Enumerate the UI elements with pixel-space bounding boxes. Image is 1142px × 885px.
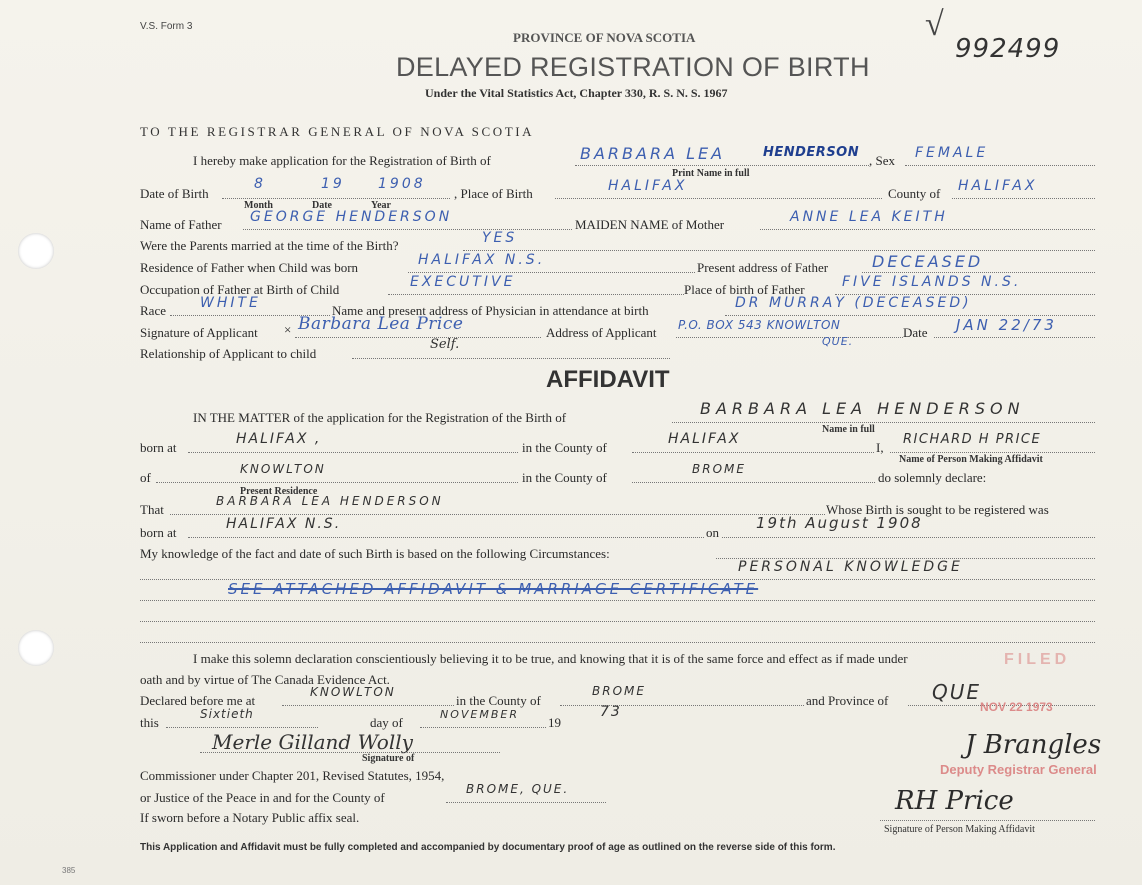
dob-day: 19 [321, 176, 345, 192]
dotline [905, 165, 1095, 166]
on-label: on [706, 525, 719, 540]
applicant-signature: Barbara Lea Price [298, 314, 464, 334]
province-value: QUE [932, 680, 982, 704]
i-label: I, [876, 440, 884, 455]
residence-label: Residence of Father when Child was born [140, 260, 359, 275]
in-county-label: in the County of [522, 440, 607, 455]
dotline [760, 229, 1095, 230]
addressee: TO THE REGISTRAR GENERAL OF NOVA SCOTIA [140, 124, 535, 139]
place-of-birth-value: HALIFAX [608, 178, 688, 194]
dotline [722, 537, 1095, 538]
dotline [188, 452, 518, 453]
occupation-label: Occupation of Father at Birth of Child [140, 282, 340, 297]
dotline [420, 727, 546, 728]
in-county2-label: in the County of [456, 693, 541, 708]
dotline [934, 337, 1095, 338]
notary-text: If sworn before a Notary Public affix seal. [140, 810, 360, 825]
filed-stamp: FILED [1004, 651, 1071, 668]
dotline [446, 802, 606, 803]
date-label: Date [903, 325, 928, 340]
dotline [632, 482, 875, 483]
physician-value: DR MURRAY (DECEASED) [735, 295, 972, 311]
born-at2-value: HALIFAX N.S. [226, 516, 342, 532]
race-value: WHITE [200, 295, 261, 311]
county-value-aff: HALIFAX [668, 431, 741, 447]
applicant-address-line2: QUE. [822, 335, 854, 348]
stamp-date: NOV 22 1973 [980, 700, 1053, 714]
deponent-hint: Name of Person Making Affidavit [899, 454, 1043, 465]
form-number: V.S. Form 3 [140, 21, 193, 32]
that-value: BARBARA LEA HENDERSON [216, 494, 444, 508]
dob-label: Date of Birth [140, 186, 209, 201]
footer-note: This Application and Affidavit must be fully completed and accompanied by documentary proof of age as outlined on the reverse side of this form. [140, 842, 836, 853]
physician-label: Name and present address of Physician in attendance at birth [332, 303, 649, 318]
date-caption: Date [312, 200, 332, 211]
solemnly-label: do solemnly declare: [878, 470, 987, 485]
dotline [890, 452, 1095, 453]
dotline [222, 198, 450, 199]
occupation-value: EXECUTIVE [410, 274, 516, 290]
county-value: HALIFAX [958, 178, 1038, 194]
dotline [862, 272, 1095, 273]
deponent-value: RICHARD H PRICE [903, 432, 1042, 447]
signature-x: × [284, 322, 292, 337]
child-name-first: BARBARA LEA [580, 144, 726, 163]
signature-caption: Signature of [362, 753, 415, 764]
dotline [672, 422, 1095, 423]
affidavit-heading: AFFIDAVIT [546, 366, 670, 393]
on-value: 19th August 1908 [756, 514, 923, 532]
place-of-birth-label: , Place of Birth [454, 186, 533, 201]
circumstance-2: SEE ATTACHED AFFIDAVIT & MARRIAGE CERTIFICATE [228, 580, 759, 598]
dotline [575, 165, 869, 166]
applicant-address-label: Address of Applicant [546, 325, 657, 340]
residence-value: HALIFAX N.S. [418, 252, 546, 268]
dotline [140, 642, 1095, 643]
present-address-label: Present address of Father [697, 260, 829, 275]
dotline [463, 250, 1095, 251]
declared-label: Declared before me at [140, 693, 256, 708]
registrar-title: Deputy Registrar General [940, 762, 1097, 777]
year-caption: Year [371, 200, 391, 211]
punch-hole-top [18, 233, 54, 269]
signature-label: Signature of Applicant [140, 325, 258, 340]
born-at2-label: born at [140, 525, 177, 540]
declared-value: KNOWLTON [310, 685, 396, 699]
matter-value: BARBARA LEA HENDERSON [700, 399, 1025, 418]
dotline [243, 229, 572, 230]
dotline [555, 198, 882, 199]
dotline [170, 514, 825, 515]
form-subtitle: Under the Vital Statistics Act, Chapter 330, R. S. N. S. 1967 [425, 86, 728, 100]
dotline [560, 705, 804, 706]
dob-month: 8 [254, 176, 266, 192]
dotline [632, 452, 874, 453]
of-label: of [140, 470, 151, 485]
circumstance-1: PERSONAL KNOWLEDGE [738, 559, 963, 575]
married-value: YES [482, 230, 518, 246]
relationship-value: Self. [430, 337, 460, 352]
form-title: DELAYED REGISTRATION OF BIRTH [396, 52, 870, 82]
month-value: NOVEMBER [440, 708, 519, 721]
race-label: Race [140, 303, 166, 318]
dotline [140, 621, 1095, 622]
sex-label: , Sex [869, 153, 895, 168]
check-mark: √ [925, 6, 944, 43]
in-county-label-2: in the County of [522, 470, 607, 485]
dotline [388, 294, 684, 295]
relationship-label: Relationship of Applicant to child [140, 346, 317, 361]
province-label: and Province of [806, 693, 889, 708]
commissioner-text: Commissioner under Chapter 201, Revised Statutes, 1954, [140, 768, 445, 783]
registration-number: 992499 [955, 34, 1061, 64]
dotline [352, 358, 670, 359]
dotline [408, 272, 695, 273]
present-residence-hint: Present Residence [240, 486, 318, 497]
dotline [880, 820, 1095, 821]
justice-label: or Justice of the Peace in and for the County of [140, 790, 385, 805]
father-value: GEORGE HENDERSON [250, 209, 453, 225]
year-prefix: 19 [548, 715, 561, 730]
registrar-signature: J Brangles [965, 730, 1102, 760]
deponent-signature: RH Price [895, 786, 1014, 816]
day-of-label: day of [370, 715, 403, 730]
mother-value: ANNE LEA KEITH [790, 209, 948, 225]
province-heading: PROVINCE OF NOVA SCOTIA [513, 30, 696, 45]
print-name-hint: Print Name in full [672, 168, 750, 179]
dob-year: 1908 [378, 176, 426, 192]
father-birthplace-label: Place of birth of Father [684, 282, 805, 297]
married-label: Were the Parents married at the time of the Birth? [140, 238, 399, 253]
dotline [188, 537, 704, 538]
year-value: 73 [600, 704, 622, 720]
dotline [200, 752, 500, 753]
dotline [952, 198, 1095, 199]
declaration-line2: oath and by virtue of The Canada Evidence Act. [140, 672, 390, 687]
knowledge-label: My knowledge of the fact and date of such Birth is based on the following Circumstances: [140, 546, 610, 561]
this-label: this [140, 715, 159, 730]
that-label: That [140, 502, 164, 517]
dotline [295, 337, 541, 338]
dotline [166, 727, 318, 728]
matter-label: IN THE MATTER of the application for the Registration of the Birth of [193, 410, 567, 425]
father-label: Name of Father [140, 217, 222, 232]
declared-county-value: BROME [592, 684, 646, 698]
declaration-line1: I make this solemn declaration conscientiously believing it to be true, and knowing that it is of the same force and effect as if made under [193, 651, 908, 666]
born-at-label: born at [140, 440, 177, 455]
month-caption: Month [244, 200, 273, 211]
applicant-address-value: P.O. BOX 543 KNOWLTON [678, 318, 841, 332]
deponent-sig-caption: Signature of Person Making Affidavit [884, 824, 1035, 835]
day-value: Sixtieth [200, 707, 254, 721]
sex-value: FEMALE [915, 145, 989, 161]
footer-code: 385 [62, 866, 76, 875]
commissioner-signature: Merle Gilland Wolly [212, 730, 413, 754]
born-at-value: HALIFAX , [236, 431, 322, 447]
date-value: JAN 22/73 [956, 316, 1057, 334]
name-full-hint: Name in full [822, 424, 875, 435]
county2-value: BROME [692, 462, 746, 476]
father-birthplace-value: FIVE ISLANDS N.S. [842, 274, 1022, 290]
whose-birth-label: Whose Birth is sought to be registered was [826, 502, 1049, 517]
dotline [140, 600, 1095, 601]
mother-label: MAIDEN NAME of Mother [575, 217, 725, 232]
punch-hole-bottom [18, 630, 54, 666]
of-value: KNOWLTON [240, 462, 326, 476]
dotline [676, 337, 903, 338]
county-label: County of [888, 186, 941, 201]
dotline [156, 482, 518, 483]
intro-label: I hereby make application for the Registration of Birth of [193, 153, 491, 168]
dotline [282, 705, 454, 706]
present-address-value: DECEASED [872, 252, 984, 271]
justice-value: BROME, QUE. [466, 782, 570, 796]
child-name-last: HENDERSON [763, 145, 860, 160]
